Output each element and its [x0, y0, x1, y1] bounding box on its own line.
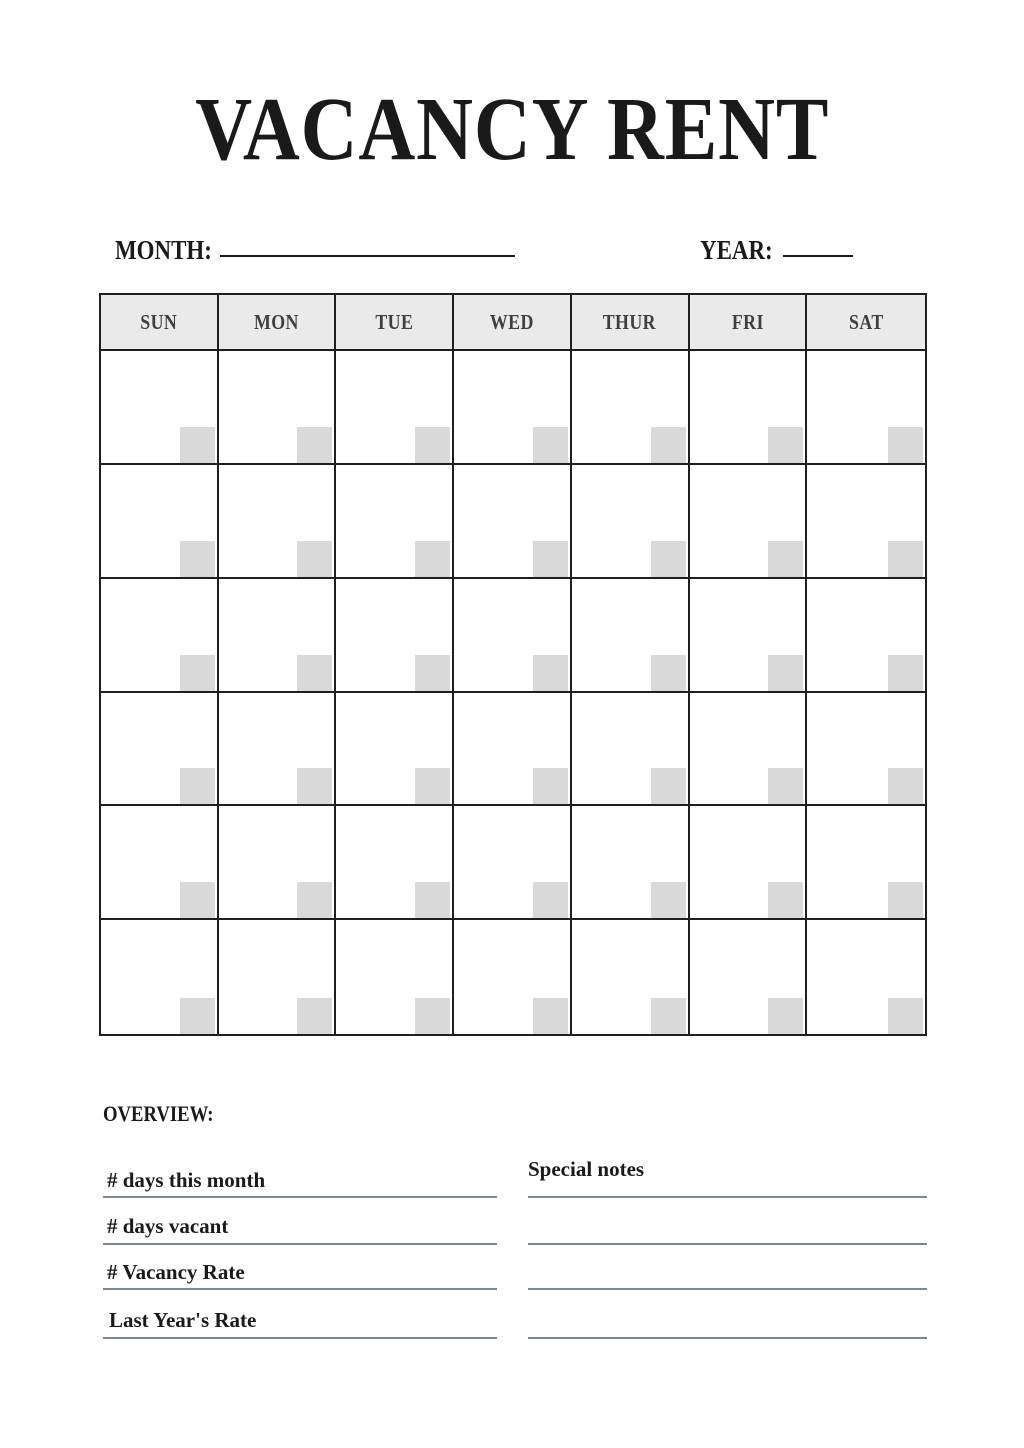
date-marker — [888, 541, 923, 577]
date-marker — [415, 427, 450, 463]
date-marker — [533, 541, 568, 577]
calendar-cell[interactable] — [807, 579, 925, 693]
calendar-cell[interactable] — [572, 465, 690, 579]
note-fill-line[interactable] — [528, 1337, 927, 1339]
calendar-cell[interactable] — [454, 465, 572, 579]
calendar-cell[interactable] — [807, 693, 925, 807]
date-marker — [180, 655, 215, 691]
calendar-cell[interactable] — [219, 579, 337, 693]
date-marker — [180, 541, 215, 577]
calendar-cell[interactable] — [807, 351, 925, 465]
stat-label-days-this-month: # days this month — [107, 1168, 266, 1192]
date-marker — [180, 882, 215, 918]
date-marker — [297, 427, 332, 463]
special-notes-label: Special notes — [528, 1157, 645, 1181]
note-fill-line[interactable] — [528, 1196, 927, 1198]
calendar-cell[interactable] — [572, 920, 690, 1034]
page-title-row — [0, 80, 1024, 179]
date-marker — [533, 882, 568, 918]
month-label-wrap — [115, 237, 229, 264]
calendar-cell[interactable] — [454, 693, 572, 807]
date-marker — [888, 998, 923, 1034]
date-marker — [415, 998, 450, 1034]
date-marker — [415, 655, 450, 691]
stat-label-last-years-rate: Last Year's Rate — [109, 1308, 257, 1332]
calendar-cell[interactable] — [572, 806, 690, 920]
stat-fill-line[interactable] — [103, 1243, 497, 1245]
date-marker — [888, 655, 923, 691]
stat-label-days-vacant: # days vacant — [107, 1214, 229, 1238]
date-marker — [651, 541, 686, 577]
calendar-cell[interactable] — [572, 693, 690, 807]
calendar-cell[interactable] — [219, 920, 337, 1034]
date-marker — [768, 655, 803, 691]
date-marker — [297, 882, 332, 918]
date-marker — [888, 768, 923, 804]
date-marker — [768, 541, 803, 577]
date-marker — [415, 882, 450, 918]
date-marker — [651, 998, 686, 1034]
calendar-cell[interactable] — [336, 465, 454, 579]
calendar-cell[interactable] — [101, 693, 219, 807]
date-marker — [533, 427, 568, 463]
month-fill-line[interactable] — [220, 255, 515, 257]
calendar-cell[interactable] — [454, 579, 572, 693]
calendar-cell[interactable] — [336, 920, 454, 1034]
year-fill-line[interactable] — [783, 255, 853, 257]
day-header-mon: MON — [219, 295, 337, 351]
calendar-cell[interactable] — [454, 351, 572, 465]
calendar-cell[interactable] — [690, 920, 808, 1034]
date-marker — [180, 768, 215, 804]
date-marker — [768, 882, 803, 918]
calendar-cell[interactable] — [101, 920, 219, 1034]
date-marker — [888, 427, 923, 463]
calendar-cell[interactable] — [690, 579, 808, 693]
calendar-cell[interactable] — [336, 806, 454, 920]
calendar-cell[interactable] — [101, 806, 219, 920]
calendar-cell[interactable] — [219, 351, 337, 465]
date-marker — [533, 998, 568, 1034]
month-label: MONTH: — [115, 235, 212, 265]
stat-fill-line[interactable] — [103, 1288, 497, 1290]
date-marker — [533, 768, 568, 804]
calendar-cell[interactable] — [101, 465, 219, 579]
day-header-tue: TUE — [336, 295, 454, 351]
note-fill-line[interactable] — [528, 1243, 927, 1245]
calendar-cell[interactable] — [690, 806, 808, 920]
stat-fill-line[interactable] — [103, 1337, 497, 1339]
calendar-cell[interactable] — [454, 920, 572, 1034]
calendar-grid — [99, 293, 927, 1036]
page-title: VACANCY RENT — [194, 80, 829, 179]
calendar-cell[interactable] — [454, 806, 572, 920]
calendar-cell[interactable] — [336, 579, 454, 693]
calendar-cell[interactable] — [572, 579, 690, 693]
date-marker — [297, 541, 332, 577]
calendar-cell[interactable] — [101, 351, 219, 465]
date-marker — [297, 655, 332, 691]
date-marker — [651, 768, 686, 804]
date-marker — [888, 882, 923, 918]
date-marker — [651, 427, 686, 463]
calendar-cell[interactable] — [690, 351, 808, 465]
year-label-wrap — [700, 237, 786, 264]
calendar-cell[interactable] — [807, 465, 925, 579]
overview-heading: OVERVIEW: — [103, 1101, 214, 1126]
date-marker — [415, 541, 450, 577]
stat-label-vacancy-rate: # Vacancy Rate — [107, 1260, 245, 1284]
calendar-cell[interactable] — [336, 351, 454, 465]
day-header-sat: SAT — [807, 295, 925, 351]
date-marker — [180, 998, 215, 1034]
date-marker — [651, 882, 686, 918]
date-marker — [651, 655, 686, 691]
date-marker — [297, 998, 332, 1034]
date-marker — [297, 768, 332, 804]
calendar-cell[interactable] — [219, 693, 337, 807]
stat-fill-line[interactable] — [103, 1196, 497, 1198]
year-label: YEAR: — [700, 235, 773, 265]
note-fill-line[interactable] — [528, 1288, 927, 1290]
calendar-cell[interactable] — [807, 920, 925, 1034]
calendar-cell[interactable] — [572, 351, 690, 465]
date-marker — [768, 427, 803, 463]
date-marker — [768, 998, 803, 1034]
day-header-fri: FRI — [690, 295, 808, 351]
calendar-cell[interactable] — [807, 806, 925, 920]
overview-heading-wrap — [103, 1103, 233, 1125]
calendar-cell[interactable] — [219, 806, 337, 920]
date-marker — [180, 427, 215, 463]
calendar-cell[interactable] — [101, 579, 219, 693]
calendar-cell[interactable] — [690, 465, 808, 579]
date-marker — [533, 655, 568, 691]
calendar-cell[interactable] — [219, 465, 337, 579]
calendar-cell[interactable] — [690, 693, 808, 807]
day-header-thur: THUR — [572, 295, 690, 351]
day-header-sun: SUN — [101, 295, 219, 351]
day-header-wed: WED — [454, 295, 572, 351]
date-marker — [768, 768, 803, 804]
date-marker — [415, 768, 450, 804]
calendar-cell[interactable] — [336, 693, 454, 807]
